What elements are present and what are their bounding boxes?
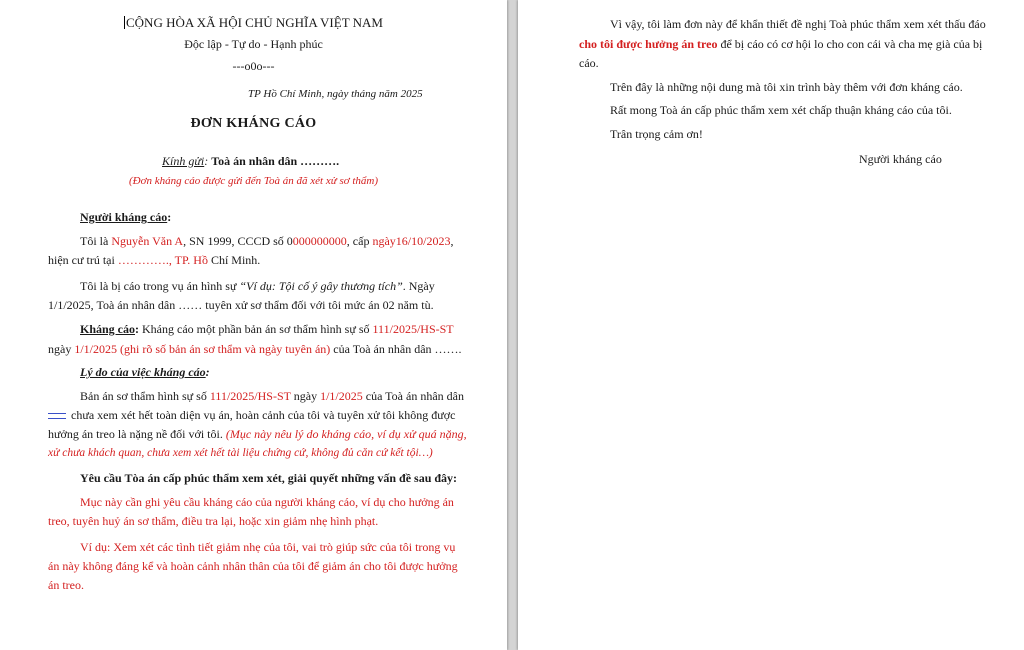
request-p2-line-2: án này không đáng kể và hoàn cảnh nhân thân của tôi để giảm án cho tôi được hưởng xyxy=(48,559,458,573)
recipient-value: Toà án nhân dân ………. xyxy=(211,154,340,168)
appellant-line-1: Tôi là Nguyễn Văn A, SN 1999, CCCD số 0000000000, cấp ngày16/10/2023, xyxy=(80,234,454,248)
case-line-2: 1/1/2025, Toà án nhân dân …… tuyên xử sơ thẩm đối với tôi mức án 02 năm tù. xyxy=(48,298,434,312)
judgment-number: 111/2025/HS-ST xyxy=(372,322,454,336)
reason-line-2: chưa xem xét hết toàn diện vụ án, hoàn cảnh của tôi và tuyên xử tôi không được xyxy=(48,407,455,423)
appellant-heading: Người kháng cáo: xyxy=(80,210,172,224)
reason-line-3: hưởng án treo là nặng nề đối với tôi. (Mục này nêu lý do kháng cáo, ví dụ xử quá nặng, xyxy=(48,427,467,441)
motto: Độc lập - Tự do - Hạnh phúc xyxy=(184,37,323,51)
appeal-line-1: Kháng cáo: Kháng cáo một phần bản án sơ thẩm hình sự số 111/2025/HS-ST xyxy=(80,322,454,336)
country-heading: CỘNG HÒA XÃ HỘI CHỦ NGHĨA VIỆT NAM xyxy=(126,15,383,30)
request-p1-line-1: Mục này cần ghi yêu cầu kháng cáo của người kháng cáo, ví dụ cho hưởng án xyxy=(80,495,454,509)
recipient-note: (Đơn kháng cáo được gửi đến Toà án đã xét xử sơ thẩm) xyxy=(128,175,379,187)
recipient-line: Kính gửi: Toà án nhân dân ………. xyxy=(162,154,340,168)
request-p2-line-1: Ví dụ: Xem xét các tình tiết giảm nhẹ của tôi, vai trò giúp sức của tôi trong vụ xyxy=(80,540,456,554)
document-page-right xyxy=(518,0,1024,650)
request-p2-line-3: án treo. xyxy=(48,578,84,592)
recipient-label: Kính gửi xyxy=(162,154,205,168)
appellant-id-date: ngày16/10/2023 xyxy=(372,234,451,248)
spellcheck-underline xyxy=(48,413,66,419)
crime-name: “Ví dụ: Tội cố ý gây thương tích” xyxy=(239,279,403,293)
closing-line-3: cáo. xyxy=(579,56,599,70)
date-line: TP Hồ Chí Minh, ngày tháng năm 2025 xyxy=(248,88,423,100)
closing-line-1: Vì vậy, tôi làm đơn này để khẩn thiết đề nghị Toà phúc thẩm xem xét thấu đáo xyxy=(610,17,986,31)
case-line-1: Tôi là bị cáo trong vụ án hình sự “Ví dụ: Tội cố ý gây thương tích”. Ngày xyxy=(80,279,435,293)
appeal-line-2: ngày 1/1/2025 (ghi rõ số bản án sơ thẩm và ngày tuyên án) của Toà án nhân dân ……. xyxy=(48,342,462,356)
document-page-left xyxy=(0,0,507,650)
reason-line-4: xử chưa khách quan, chưa xem xét hết tài liệu chứng cứ, không đủ căn cứ kết tội…) xyxy=(48,447,433,459)
closing-thanks: Trân trọng cảm ơn! xyxy=(610,127,703,141)
request-heading: Yêu cầu Tòa án cấp phúc thẩm xem xét, giải quyết những vấn đề sau đây: xyxy=(80,471,458,485)
appellant-id: 000000000 xyxy=(292,234,347,248)
closing-paragraph-2: Trên đây là những nội dung mà tôi xin trình bày thêm với đơn kháng cáo. xyxy=(610,80,963,94)
document-title: ĐƠN KHÁNG CÁO xyxy=(190,116,317,131)
appellant-name: Nguyễn Văn A xyxy=(111,234,184,248)
signature-label: Người kháng cáo xyxy=(859,152,942,166)
text-cursor xyxy=(124,16,125,29)
appellant-address: …………., TP. Hồ xyxy=(117,253,208,267)
appellant-line-2: hiện cư trú tại …………., TP. Hồ Chí Minh. xyxy=(48,253,261,267)
closing-paragraph-3: Rất mong Toà án cấp phúc thẩm xem xét chấp thuận kháng cáo của tôi. xyxy=(610,103,952,117)
request-p1-line-2: treo, tuyên huỷ án sơ thẩm, điều tra lại, hoặc xin giảm nhẹ hình phạt. xyxy=(48,514,379,528)
separator: ---o0o--- xyxy=(232,59,275,73)
closing-line-2: cho tôi được hưởng án treo để bị cáo có cơ hội lo cho con cái và cha mẹ già của bị xyxy=(579,37,983,51)
reason-heading: Lý do của việc kháng cáo: xyxy=(80,365,210,379)
reason-line-1: Bản án sơ thẩm hình sự số 111/2025/HS-ST ngày 1/1/2025 của Toà án nhân dân xyxy=(80,389,464,403)
